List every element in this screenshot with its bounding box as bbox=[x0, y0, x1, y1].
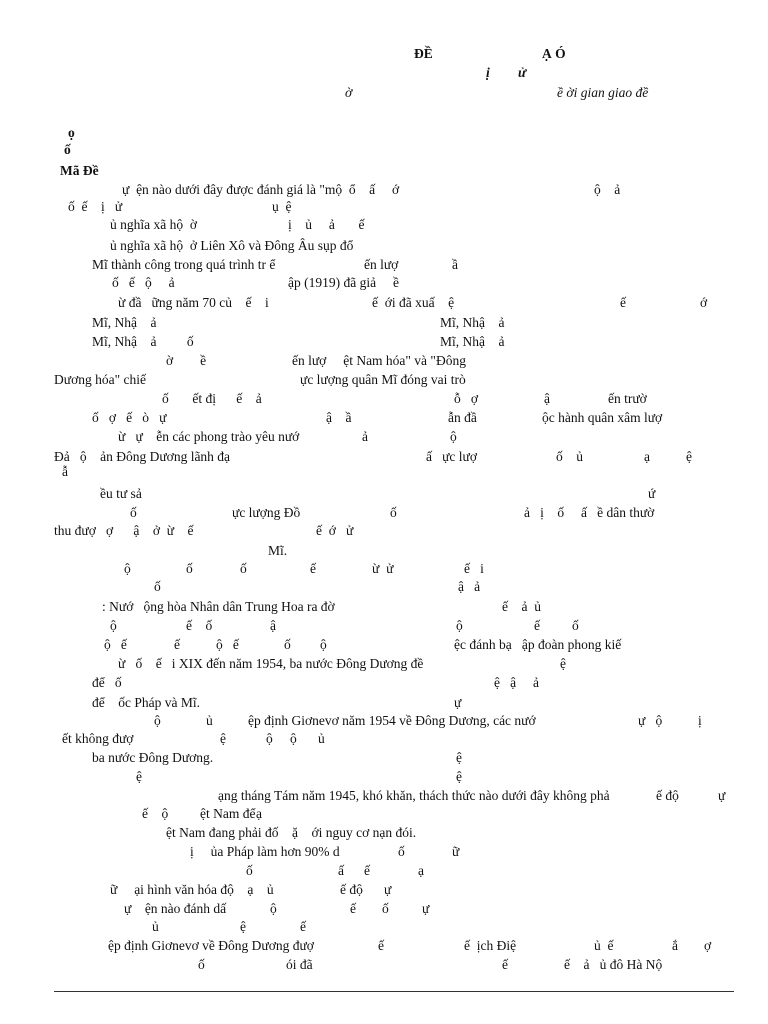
body-line: ế bbox=[378, 938, 384, 953]
body-line: ẫn đầ bbox=[448, 410, 477, 425]
body-line: ế ịch Điệ bbox=[464, 938, 517, 953]
body-line: ấ ực lượ bbox=[426, 449, 478, 464]
body-line: ực lượng quân Mĩ đóng vai trò bbox=[300, 372, 466, 387]
exam-title-part-2: Ạ Ó bbox=[542, 46, 566, 61]
body-line: ộ bbox=[110, 618, 117, 633]
body-line: ố ết đị ế ả bbox=[162, 391, 262, 406]
body-line: ỗ ợ bbox=[454, 391, 479, 406]
exam-time-part-1: ờ bbox=[345, 85, 353, 100]
body-line: ói đã bbox=[286, 957, 313, 972]
body-line: ủ nghĩa xã hộ ở Liên Xô và Đông Âu sụp đổ bbox=[110, 238, 354, 253]
body-line: Mĩ, Nhậ ả bbox=[92, 315, 157, 330]
body-line: ố bbox=[186, 561, 193, 576]
body-line: ệp định Giơnevơ năm 1954 về Đông Dương, các nướ bbox=[248, 713, 536, 728]
body-line: ệ bbox=[456, 750, 462, 765]
exam-code-label: Mã Đề bbox=[60, 163, 99, 178]
body-line: ấ bbox=[338, 863, 344, 878]
body-line: ộ bbox=[320, 637, 327, 652]
body-line: ủ bbox=[206, 713, 213, 728]
body-line: ết không đượ bbox=[62, 731, 134, 746]
body-line: ệ bbox=[240, 919, 246, 934]
body-line: ủ nghĩa xã hộ ờ bbox=[110, 217, 197, 232]
body-line: ệt Nam đang phải đố ặ ới nguy cơ nạn đói. bbox=[166, 825, 417, 840]
body-line: ộ bbox=[290, 731, 297, 746]
footer-divider bbox=[54, 991, 734, 992]
body-line: ộ bbox=[154, 713, 161, 728]
body-line: ừ ử bbox=[372, 561, 394, 576]
body-line: ế bbox=[534, 618, 540, 633]
exam-title-part-1: ĐỀ bbox=[414, 46, 433, 61]
body-line: Mĩ, Nhậ ả ố bbox=[92, 334, 194, 349]
body-line: ệc đánh bạ ập đoàn phong kiế bbox=[454, 637, 622, 652]
body-line: ế ới đã xuấ ệ bbox=[372, 295, 455, 310]
body-line: để ốc Pháp và Mĩ. bbox=[92, 695, 200, 710]
body-line: ộ bbox=[124, 561, 131, 576]
body-line: ố bbox=[572, 618, 579, 633]
body-line: ộc hành quân xâm lượ bbox=[542, 410, 663, 425]
body-line: ế i bbox=[464, 561, 484, 576]
body-line: ộ bbox=[270, 901, 277, 916]
body-line: ộ ả bbox=[594, 182, 621, 197]
body-line: ế bbox=[174, 637, 180, 652]
body-line: ệ bbox=[686, 449, 692, 464]
body-line: ều tư sả bbox=[100, 486, 142, 501]
body-line: ệ bbox=[220, 731, 226, 746]
body-line: thu đượ ợ ậ ở ừ ế bbox=[54, 523, 194, 538]
body-line: ế ộ bbox=[142, 806, 169, 821]
body-line: ả ị ố ấ ề dân thườ bbox=[524, 505, 655, 520]
body-line: ữ ại hình văn hóa độ ạ ủ bbox=[110, 882, 274, 897]
body-line: ộ bbox=[456, 618, 463, 633]
body-line: ộ bbox=[450, 429, 457, 444]
body-line: ộ bbox=[266, 731, 273, 746]
body-line: ự ện nào dưới đây được đánh giá là "mộ ổ ấ ớ bbox=[122, 182, 400, 197]
body-line: ự bbox=[718, 788, 726, 803]
body-line: ố bbox=[284, 637, 291, 652]
body-line: ế bbox=[310, 561, 316, 576]
body-line: ệ bbox=[136, 769, 142, 784]
body-line: ậ bbox=[270, 618, 276, 633]
body-line: Đả ộ ản Đông Dương lãnh đạ bbox=[54, 449, 231, 464]
body-line: ừ ự ễn các phong trào yêu nướ bbox=[118, 429, 300, 444]
body-line: ữ bbox=[452, 844, 460, 859]
student-name-label: ọ bbox=[68, 125, 75, 140]
body-line: ị ủ ả ế bbox=[288, 217, 365, 232]
body-line: ệ ậ ả bbox=[494, 675, 539, 690]
body-line: ớ bbox=[700, 295, 708, 310]
body-line: ba nước Đông Dương. bbox=[92, 750, 214, 765]
body-line: : Nướ ộng hòa Nhân dân Trung Hoa ra đờ bbox=[102, 599, 335, 614]
body-line: ố ợ ế ò ự bbox=[92, 410, 167, 425]
body-line: ố bbox=[154, 579, 161, 594]
body-line: ế bbox=[620, 295, 626, 310]
body-line: ế ả ủ bbox=[502, 599, 541, 614]
body-line: ừ ố ế i XIX đến năm 1954, ba nước Đông Dương đề bbox=[118, 656, 424, 671]
body-line: ậ ầ bbox=[326, 410, 352, 425]
body-line: ến lượ bbox=[364, 257, 399, 272]
body-line: ứ bbox=[648, 486, 656, 501]
body-line: ệt Nam để bbox=[200, 806, 256, 821]
exam-subtitle-part-1: ị bbox=[486, 65, 490, 80]
body-line: ừ đầ ững năm 70 củ ế i bbox=[118, 295, 269, 310]
body-line: ự bbox=[454, 695, 462, 710]
body-line: ế độ bbox=[340, 882, 363, 897]
body-line: ự bbox=[384, 882, 392, 897]
body-line: ế ố bbox=[186, 618, 213, 633]
body-line: ế bbox=[364, 863, 370, 878]
body-line: ập (1919) đã giả ề bbox=[288, 275, 399, 290]
body-line: ụ ệ bbox=[272, 199, 292, 214]
body-line: ậ bbox=[544, 391, 550, 406]
body-line: ố bbox=[198, 957, 205, 972]
body-line: ạng tháng Tám năm 1945, khó khăn, thách thức nào dưới đây không phả bbox=[218, 788, 610, 803]
exam-subtitle-part-2: ử bbox=[518, 65, 527, 80]
body-line: ố ế ộ ả bbox=[112, 275, 175, 290]
body-line: ế ả ủ đô Hà Nộ bbox=[564, 957, 663, 972]
body-line: Mĩ thành công trong quá trình tr ể bbox=[92, 257, 276, 272]
body-line: ế độ bbox=[656, 788, 679, 803]
body-line: ệ bbox=[456, 769, 462, 784]
body-line: ợ bbox=[704, 938, 712, 953]
body-line: ờ ề bbox=[166, 353, 207, 368]
body-line: ộ ế bbox=[104, 637, 127, 652]
body-line: ả bbox=[362, 429, 368, 444]
body-line: ầ bbox=[452, 257, 458, 272]
body-line: ủ bbox=[152, 919, 159, 934]
body-line: ị bbox=[698, 713, 702, 728]
body-line: ắ bbox=[672, 938, 678, 953]
body-line: ẫ bbox=[62, 464, 68, 479]
body-line: ố bbox=[390, 505, 397, 520]
body-line: ạ bbox=[418, 863, 424, 878]
body-line: ực lượng Đồ bbox=[232, 505, 301, 520]
body-line: ạ bbox=[644, 449, 650, 464]
body-line: ố ế ị ử bbox=[68, 199, 123, 214]
body-line: Mĩ, Nhậ ả bbox=[440, 334, 505, 349]
body-line: ố bbox=[130, 505, 137, 520]
body-line: ế ớ ử bbox=[316, 523, 354, 538]
body-line: ế bbox=[502, 957, 508, 972]
body-line: ế bbox=[350, 901, 356, 916]
body-line: ự bbox=[422, 901, 430, 916]
body-line: để ố bbox=[92, 675, 122, 690]
body-line: ố bbox=[382, 901, 389, 916]
body-line: ộ ế bbox=[216, 637, 239, 652]
body-line: ố bbox=[240, 561, 247, 576]
student-id-label: ố bbox=[64, 142, 71, 157]
body-line: ậ ả bbox=[458, 579, 481, 594]
body-line: ến trườ bbox=[608, 391, 647, 406]
body-line: Mĩ, Nhậ ả bbox=[440, 315, 505, 330]
body-line: Dương hóa" chiế bbox=[54, 372, 146, 387]
body-line: ệp định Giơnevơ về Đông Dương đượ bbox=[108, 938, 314, 953]
body-line: ủ ế bbox=[594, 938, 614, 953]
body-line: ố bbox=[398, 844, 405, 859]
exam-time-part-2: ề ời gian giao đề bbox=[557, 85, 649, 100]
body-line: ự ện nào đánh dấ bbox=[124, 901, 227, 916]
body-line: ế bbox=[300, 919, 306, 934]
body-line: ệ bbox=[560, 656, 566, 671]
body-line: ạ bbox=[256, 806, 262, 821]
body-line: ự ộ bbox=[638, 713, 663, 728]
body-line: ị ủa Pháp làm hơn 90% d bbox=[190, 844, 340, 859]
body-line: ủ bbox=[318, 731, 325, 746]
body-line: ố ủ bbox=[556, 449, 583, 464]
body-line: Mĩ. bbox=[268, 543, 288, 558]
body-line: ố bbox=[246, 863, 253, 878]
body-line: ến lượ ệt Nam hóa" và "Đông bbox=[292, 353, 466, 368]
